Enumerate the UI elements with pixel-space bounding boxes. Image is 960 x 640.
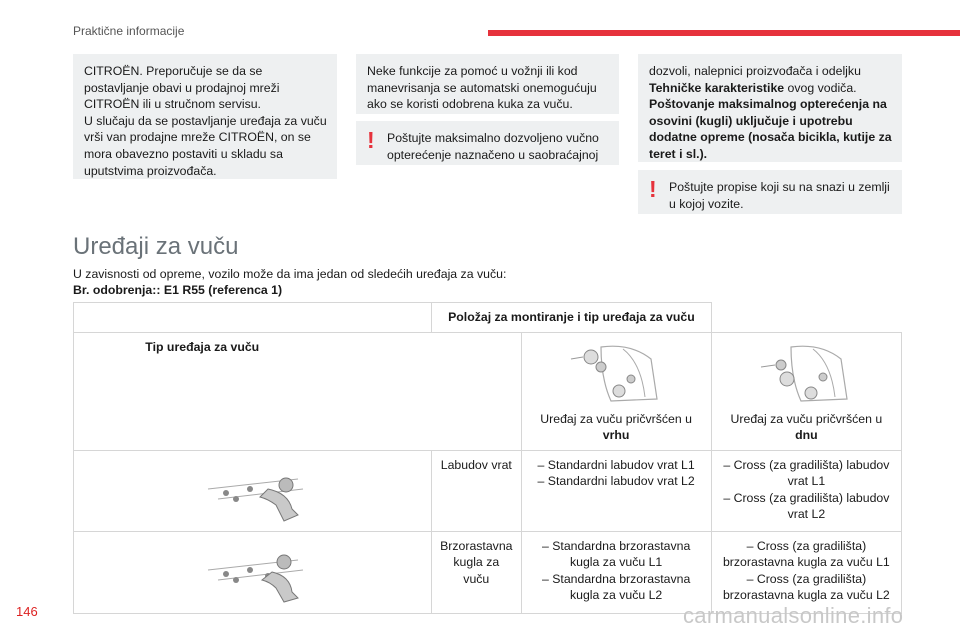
quick-release-illustration: [188, 540, 318, 606]
list-item: – Cross (za gradilišta) labudov vrat L1: [723, 457, 890, 488]
table-row: [74, 450, 902, 531]
info-box-axle-load: [638, 54, 902, 162]
installation-text: CITROËN. Preporučuje se da se postavljanje obavi u prodajnoj mreži CITROËN ili u stručnom servisu. U slučaju da se postavljanje uređaja za vuču vrši van prodajne mreže CITROËN, on se mora obavezno postaviti u skladu sa uputstvima proizvođača.: [84, 64, 327, 178]
mount-bottom-label: Uređaj za vuču pričvršćen u dnu: [730, 411, 883, 442]
table-header: Položaj za montiranje i tip uređaja za vuču: [432, 303, 712, 333]
list-item: – Cross (za gradilišta) brzorastavna kugla za vuču L1: [722, 538, 890, 569]
intro-text: U zavisnosti od opreme, vozilo može da ima jedan od sledećih uređaja za vuču: Br. odobrenja:: E1 R55 (referenca 1): [73, 267, 507, 297]
watermark: carmanualsonline.info: [683, 603, 904, 628]
top-options: [530, 457, 703, 490]
warning-box-load: [356, 121, 619, 165]
mount-top-cell: [521, 332, 711, 450]
warning-box-regulations: [638, 170, 902, 214]
axle-load-text: dozvoli, nalepnici proizvođača i odeljku Tehničke karakteristike ovog vodiča. Poštovanje maksimalnog opterećenja na osovini (kugli) uključuje i upotrebu dodatne opreme (nosača bicikla, kutije za teret i sl.).: [649, 64, 892, 161]
warning-icon: !: [649, 176, 657, 202]
list-item: – Standardna brzorastavna kugla za vuču L1: [541, 538, 691, 569]
top-options: [530, 538, 703, 604]
table-row: [74, 531, 902, 613]
bottom-options: [720, 538, 893, 604]
bottom-options: [720, 457, 893, 523]
list-item: – Standardni labudov vrat L2: [537, 474, 695, 488]
list-item: – Cross (za gradilišta) brzorastavna kugla za vuču L2: [722, 571, 890, 602]
warning-regulations-text: Poštujte propise koji su na snazi u zemlji u kojoj vozite.: [669, 180, 890, 211]
list-item: – Cross (za gradilišta) labudov vrat L2: [723, 490, 890, 521]
section-label: Praktične informacije: [73, 24, 185, 38]
accent-bar: [488, 30, 960, 36]
bolts-top-illustration: [561, 339, 671, 405]
section-title: Uređaji za vuču: [73, 233, 239, 260]
row-name: Labudov vrat: [432, 450, 521, 531]
swan-neck-image-cell: [74, 450, 432, 531]
driving-aids-text: Neke funkcije za pomoć u vožnji ili kod manevrisanja se automatski onemogućuju ako se koristi odobrena kuka za vuču.: [367, 64, 597, 112]
list-item: – Standardna brzorastavna kugla za vuču L2: [541, 571, 691, 602]
page-number: 146: [16, 604, 38, 619]
mount-bottom-cell: [711, 332, 901, 450]
mount-top-label: Uređaj za vuču pričvršćen u vrhu: [540, 411, 692, 442]
type-label: Tip uređaja za vuču: [74, 332, 522, 450]
warning-load-text: Poštujte maksimalno dozvoljeno vučno opterećenje naznačeno u saobraćajnoj: [387, 131, 599, 162]
info-box-installation: [73, 54, 337, 179]
bolts-bottom-illustration: [751, 339, 861, 405]
row-name: Brzorastavna kugla za vuču: [432, 531, 521, 613]
warning-icon: !: [367, 127, 375, 153]
tow-device-table: [73, 302, 902, 614]
quick-release-image-cell: [74, 531, 432, 613]
info-box-driving-aids: [356, 54, 619, 114]
list-item: – Standardni labudov vrat L1: [537, 457, 695, 472]
swan-neck-illustration: [188, 459, 318, 525]
